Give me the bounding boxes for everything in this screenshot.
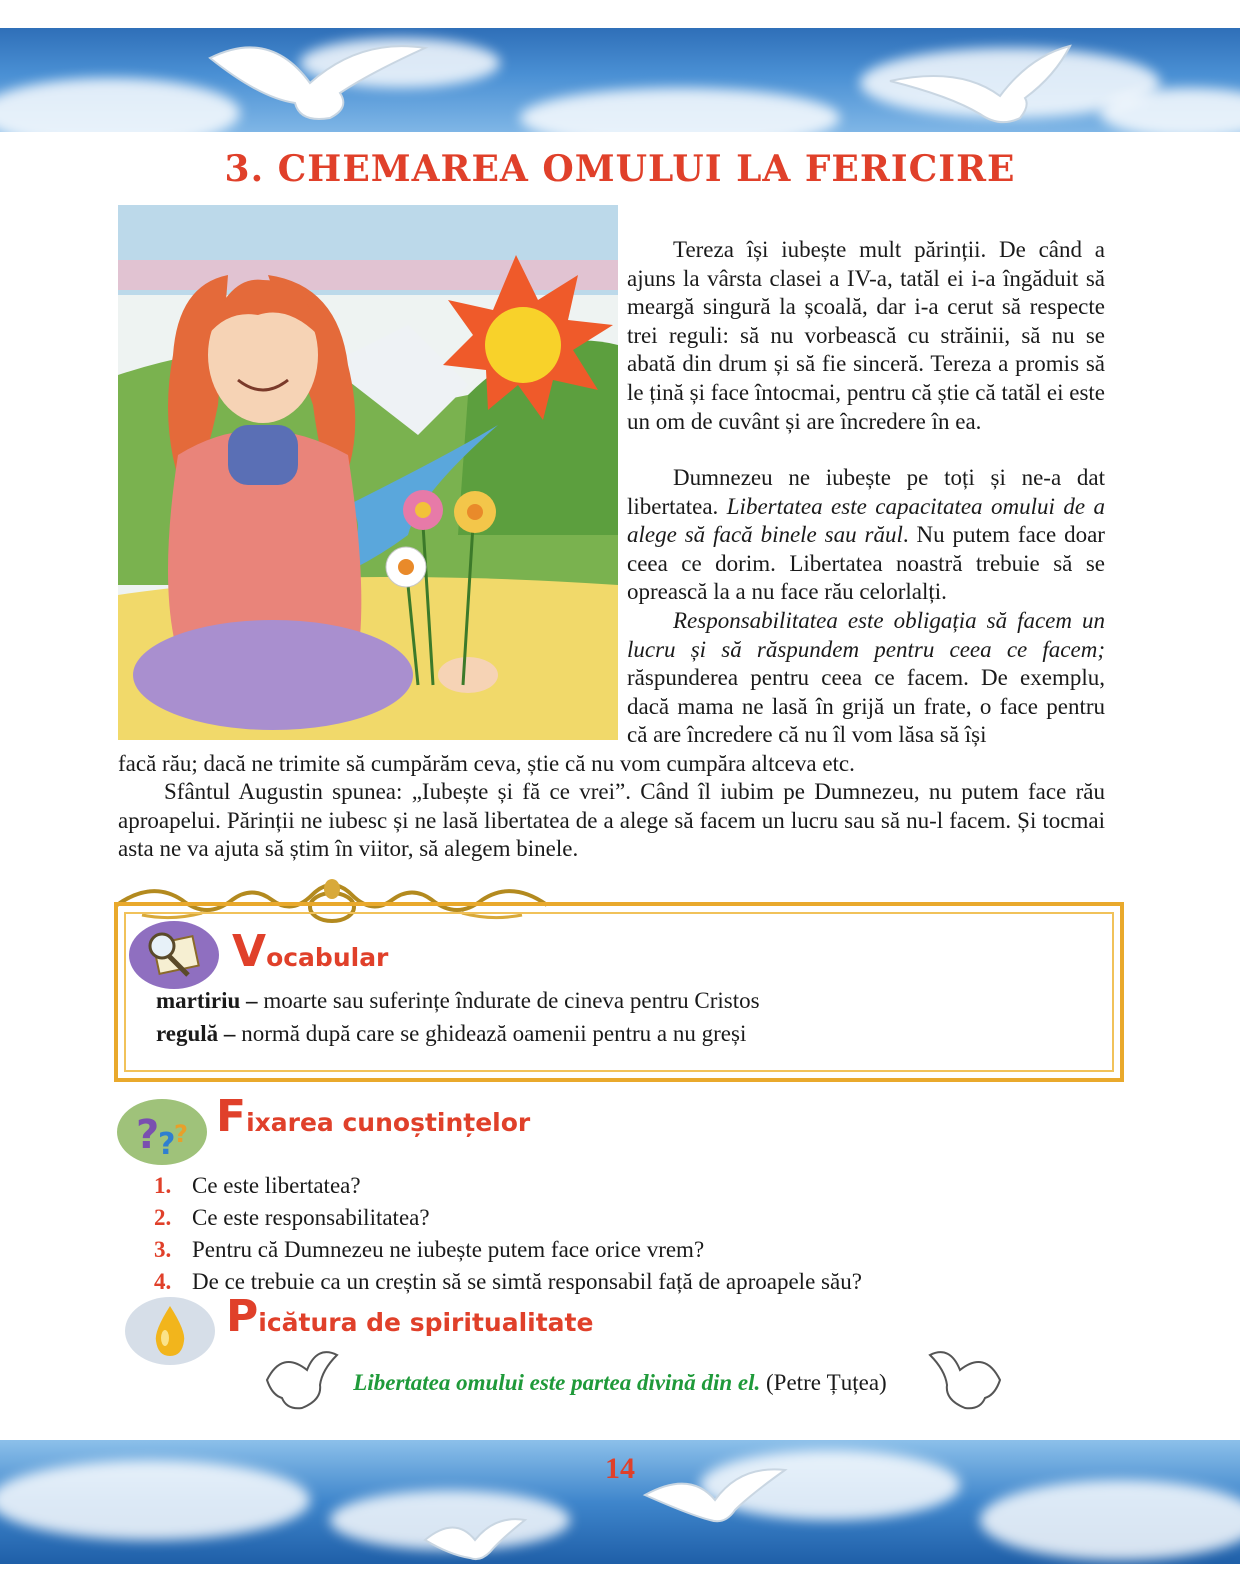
book-magnifier-icon — [128, 920, 220, 990]
header-sky-banner — [0, 28, 1240, 132]
cloud — [520, 88, 840, 132]
paragraph-continuation: facă rău; dacă ne trimite să cumpărăm ceva, știe că nu vom cumpăra altceva etc. — [118, 751, 855, 776]
question-number: 1. — [154, 1173, 172, 1198]
title-rest: ixarea cunoștințelor — [246, 1108, 531, 1137]
illustration-girl-landscape — [118, 205, 618, 740]
text-run: Dumnezeu ne iubește pe toți și ne-a dat libertatea. — [627, 465, 1105, 519]
vocabulary-item — [156, 988, 760, 1014]
paragraph-augustin: Sfântul Augustin spunea: „Iubește și fă ce vrei”. Când îl iubim pe Dumnezeu, nu putem face rău aproapelui. Părinții ne iubesc și ne lasă libertatea de a alege să facem un lucru sau să nu-l facem. Și tocmai asta ne va ajuta să știm în viitor, să alegem binele. — [118, 779, 1105, 862]
page-number: 14 — [605, 1452, 635, 1485]
dove-icon — [420, 1510, 530, 1564]
oil-drop-icon — [124, 1296, 216, 1366]
svg-text:?: ? — [136, 1112, 160, 1158]
title-initial: F — [216, 1091, 247, 1142]
quote-author: (Petre Țuțea) — [760, 1370, 887, 1395]
question-text: De ce trebuie ca un creștin să se simtă responsabil față de aproapele său? — [192, 1269, 862, 1294]
list-item — [154, 1170, 862, 1202]
text-run: . Nu putem face doar ceea ce dorim. Libertatea noastră trebuie să se oprească la a nu face rău celorlalți. — [627, 522, 1105, 605]
definition-responsabilitatea: Responsabilitatea este obligația să facem un lucru și să răspundem pentru ceea ce facem; — [627, 608, 1105, 662]
quote-text: Libertatea omului este partea divină din el. — [353, 1370, 761, 1395]
vocabulary-definition: moarte sau suferințe îndurate de cineva pentru Cristos — [257, 988, 760, 1013]
spiritual-title — [226, 1291, 593, 1342]
vocabulary-title — [232, 926, 388, 977]
vocabulary-term: regulă – — [156, 1021, 236, 1046]
dove-icon — [200, 28, 430, 128]
vocabulary-item — [156, 1021, 746, 1047]
svg-text:?: ? — [158, 1127, 176, 1162]
dove-icon — [925, 1340, 1005, 1415]
title-initial: P — [226, 1291, 259, 1342]
question-text: Pentru că Dumnezeu ne iubește putem face orice vrem? — [192, 1237, 705, 1262]
paragraph-tereza: Tereza își iubește mult părinții. De când a ajuns la vârsta clasei a IV-a, tatăl ei i-a îngăduit să meargă singură la școală, dar i-a cerut să respecte trei reguli: să nu vorbească cu străinii, să nu se abată din drum și să fie sinceră. Tereza a promis să le țină și face întocmai, pentru că știe că tatăl ei este un om de cuvânt și are încredere în ea. — [627, 237, 1105, 434]
questions-list — [154, 1170, 862, 1298]
definition-libertatea: Libertatea este capacitatea omului de a alege să facă binele sau răul — [627, 493, 1106, 548]
title-initial: V — [232, 926, 267, 977]
cloud — [980, 1480, 1240, 1560]
page-title: 3. CHEMAREA OMULUI LA FERICIRE — [224, 148, 1016, 190]
list-item — [154, 1202, 862, 1234]
title-rest: icătura de spiritualitate — [258, 1308, 594, 1337]
vocabulary-definition: normă după care se ghidează oamenii pentru a nu greși — [235, 1021, 747, 1046]
paragraph-libertatea — [627, 464, 1105, 607]
question-number: 2. — [154, 1205, 172, 1230]
dove-icon — [880, 36, 1080, 131]
paragraph-responsabilitatea — [627, 607, 1105, 750]
vocabulary-term: martiriu – — [156, 988, 258, 1013]
quote — [0, 1370, 1240, 1396]
list-item — [154, 1234, 862, 1266]
question-number: 3. — [154, 1237, 172, 1262]
questions-title — [216, 1091, 530, 1142]
title-rest: ocabular — [266, 943, 389, 972]
text-run: răspunderea pentru ceea ce facem. De exemplu, dacă mama ne lasă în grijă un frate, o face pentru că are încredere că nu îl vom lăsa să își — [627, 665, 1105, 748]
question-text: Ce este libertatea? — [192, 1173, 361, 1198]
question-number: 4. — [154, 1269, 172, 1294]
question-text: Ce este responsabilitatea? — [192, 1205, 430, 1230]
svg-text:?: ? — [174, 1120, 188, 1148]
question-marks-icon — [116, 1098, 208, 1166]
